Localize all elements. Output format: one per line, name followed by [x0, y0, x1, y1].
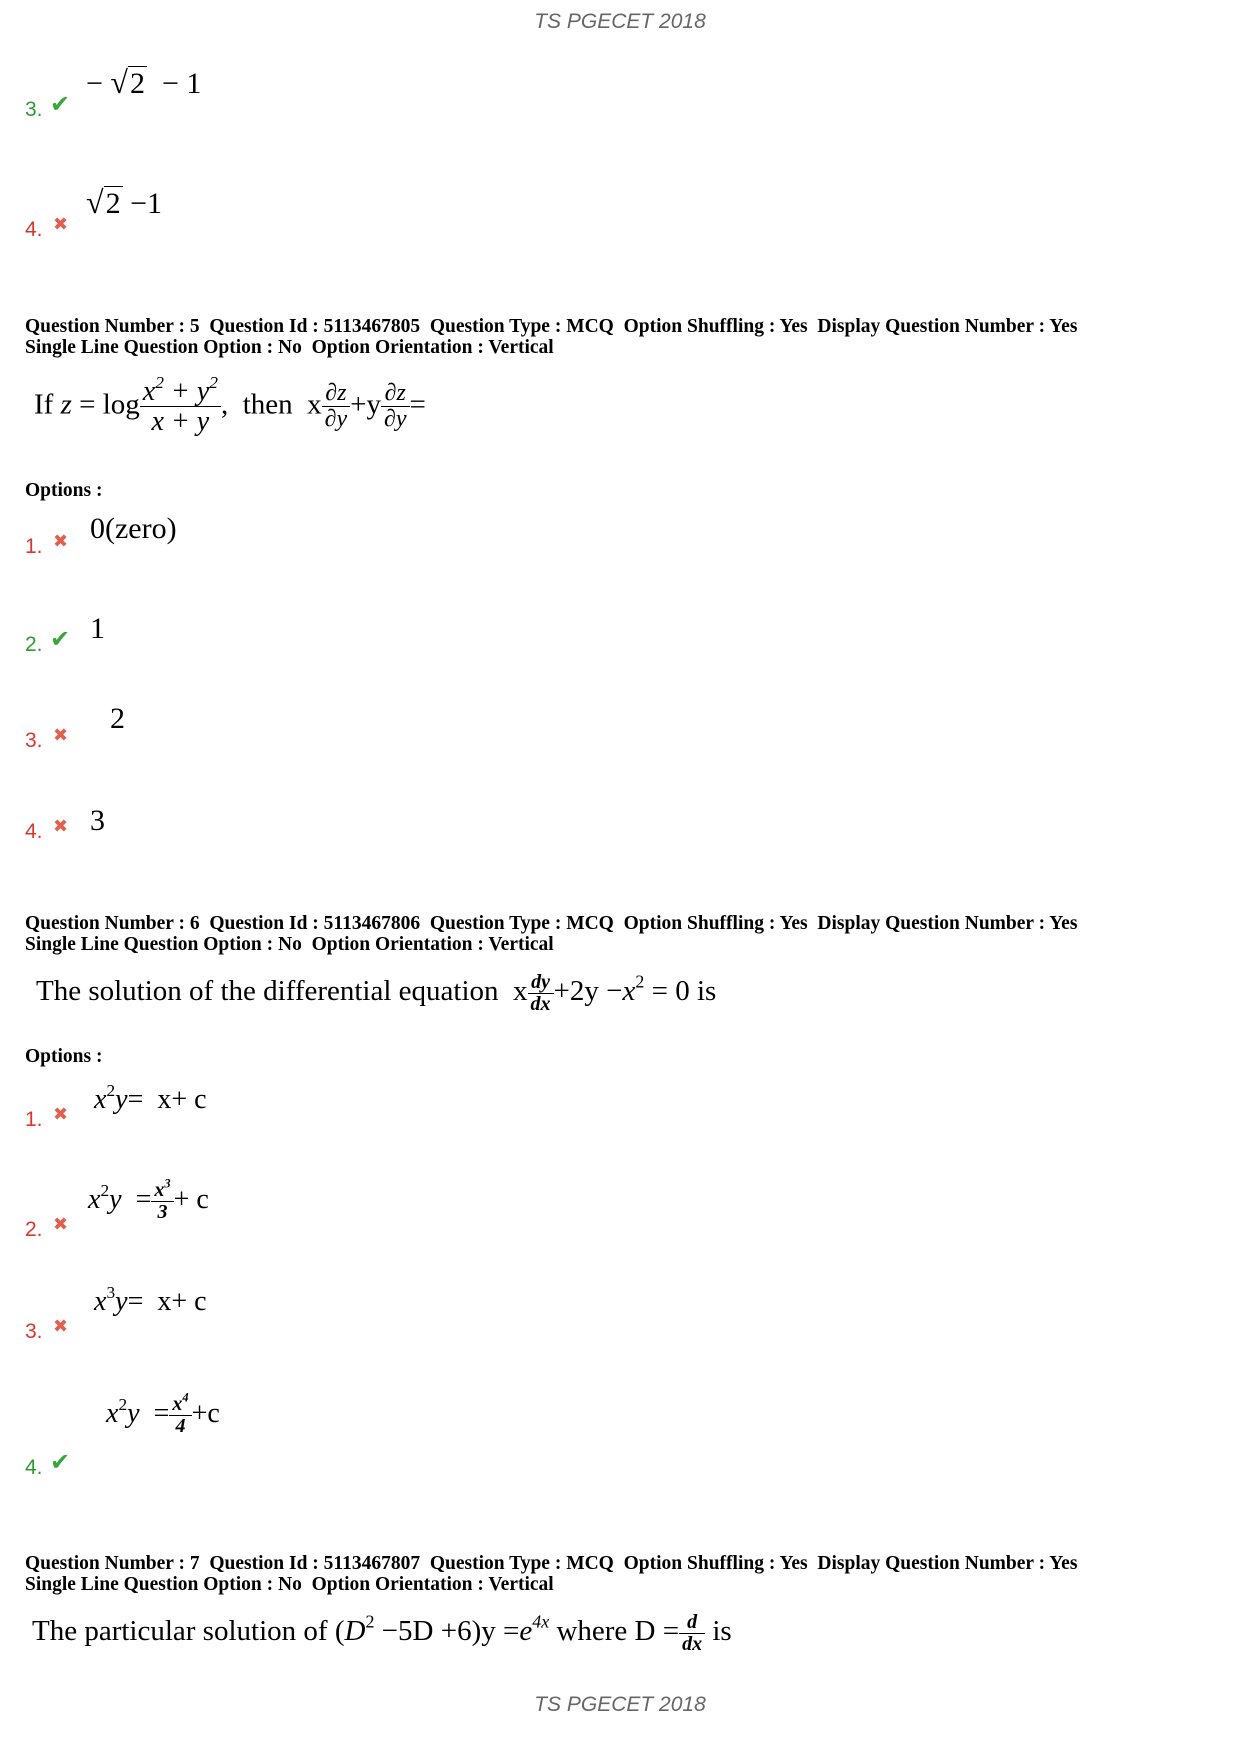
question-meta: Question Number : 7 Question Id : 5113467807 Question Type : MCQ Option Shuffling : Yes Display Question Number : Yes Single Line Question Option : No Option Orientation : Vertical	[25, 1553, 1078, 1595]
option-number: 3.	[25, 1320, 43, 1343]
wrong-cross-icon: ✖	[53, 725, 69, 746]
options-label: Options :	[25, 480, 103, 501]
wrong-cross-icon: ✖	[53, 531, 69, 552]
page-header: TS PGECET 2018	[534, 10, 706, 33]
option-number: 3.	[25, 729, 43, 752]
option-expression: $x^2y$ = $\frac{x^3}{3}$ + c	[88, 1176, 209, 1223]
option-text: 3	[90, 804, 105, 837]
option-number: 2.	[25, 1218, 43, 1241]
wrong-cross-icon: ✖	[53, 816, 69, 837]
correct-check-icon: ✔	[50, 1448, 71, 1476]
option-text: 2	[110, 702, 125, 735]
wrong-cross-icon: ✖	[53, 1104, 69, 1125]
wrong-cross-icon: ✖	[53, 1214, 69, 1235]
question-meta: Question Number : 6 Question Id : 5113467806 Question Type : MCQ Option Shuffling : Yes Display Question Number : Yes Single Line Question Option : No Option Orientation : Vertical	[25, 913, 1078, 955]
option-number: 4.	[25, 1456, 43, 1479]
option-number: 4.	[25, 218, 43, 241]
option-expression: $x^3y= x+ c$	[94, 1282, 207, 1317]
question-text: The particular solution of $(D^2 -5D +6)y =e^{4x}$ where D = $\frac{d}{dx}$ is	[32, 1611, 732, 1655]
option-number: 2.	[25, 633, 43, 656]
option-text: 1	[90, 612, 105, 645]
option-number: 3.	[25, 98, 43, 121]
page-footer: TS PGECET 2018	[534, 1693, 706, 1716]
question-text: The solution of the differential equation x $\frac{dy}{dx}$ $+2y -x^2 = 0$ is	[36, 971, 717, 1015]
correct-check-icon: ✔	[50, 625, 71, 653]
option-expression: $x^2y= x+ c$	[94, 1080, 207, 1115]
question-meta: Question Number : 5 Question Id : 5113467805 Question Type : MCQ Option Shuffling : Yes Display Question Number : Yes Single Line Question Option : No Option Orientation : Vertical	[25, 316, 1078, 358]
correct-check-icon: ✔	[50, 90, 71, 118]
option-expression: − √2 − 1	[86, 64, 202, 100]
option-number: 1.	[25, 535, 43, 558]
question-text: If z = log $\frac{x^2 + y^2}{x + y}$ , then x $\frac{\partial z}{\partial y}$ +y $\frac{\partial z}{\partial y}$ =	[34, 372, 426, 438]
wrong-cross-icon: ✖	[53, 1316, 69, 1337]
option-text: 0(zero)	[90, 512, 177, 545]
option-number: 1.	[25, 1108, 43, 1131]
options-label: Options :	[25, 1046, 103, 1067]
wrong-cross-icon: ✖	[53, 214, 69, 235]
option-expression: $x^2y$ = $\frac{x^4}{4}$ +c	[106, 1390, 220, 1437]
option-expression: √2 −1	[86, 184, 162, 220]
option-number: 4.	[25, 820, 43, 843]
